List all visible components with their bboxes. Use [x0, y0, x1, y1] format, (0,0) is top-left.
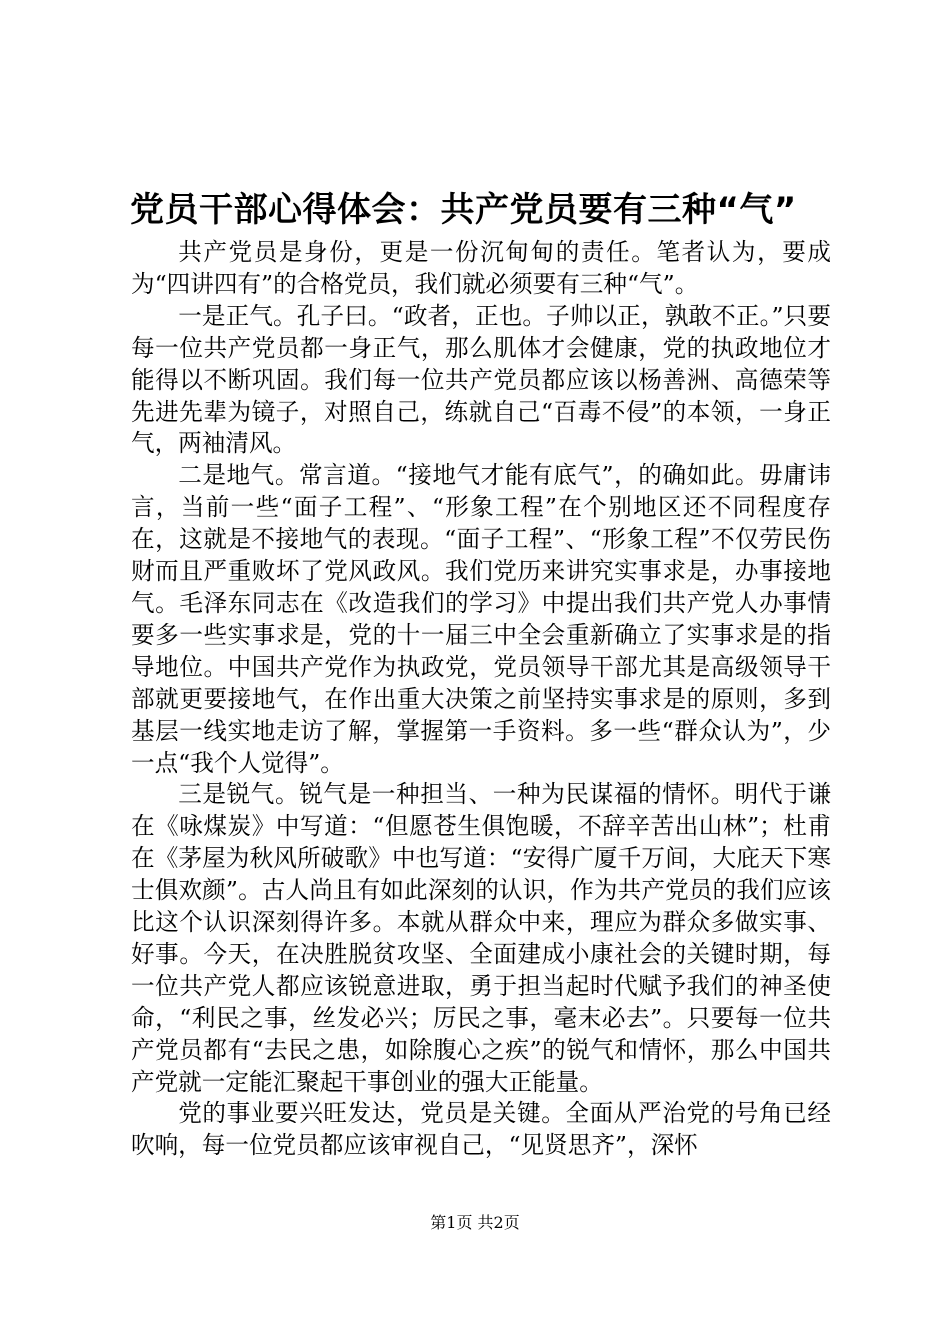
- paragraph-zhengqi: 一是正气。孔子曰。“政者，正也。子帅以正，孰敢不正。”只要每一位共产党员都一身正气，那么肌体才会健康，党的执政地位才能得以不断巩固。我们每一位共产党员都应该以杨善洲、高德荣等先进先辈为镜子，对照自己，练就自己“百毒不侵”的本领，一身正气，两袖清风。: [131, 301, 831, 458]
- paragraph-conclusion: 党的事业要兴旺发达，党员是关键。全面从严治党的号角已经吹响，每一位党员都应该审视自己，“见贤思齐”，深怀: [131, 1099, 831, 1160]
- page-footer: 第1页 共2页: [430, 1213, 520, 1232]
- document-body: [131, 237, 831, 1162]
- paragraph-diqi: 二是地气。常言道。“接地气才能有底气”，的确如此。毋庸讳言，当前一些“面子工程”、“形象工程”在个别地区还不同程度存在，这就是不接地气的表现。“面子工程”、“形象工程”不仅劳民伤财而且严重败坏了党风政风。我们党历来讲究实事求是，办事接地气。毛泽东同志在《改造我们的学习》中提出我们共产党人办事情要多一些实事求是，党的十一届三中全会重新确立了实事求是的指导地位。中国共产党作为执政党，党员领导干部尤其是高级领导干部就更要接地气，在作出重大决策之前坚持实事求是的原则，多到基层一线实地走访了解，掌握第一手资料。多一些“群众认为”，少一点“我个人觉得”。: [131, 461, 831, 777]
- document-title: 党员干部心得体会：共产党员要有三种“气”: [130, 190, 797, 230]
- paragraph-intro: 共产党员是身份，更是一份沉甸甸的责任。笔者认为，要成为“四讲四有”的合格党员，我们就必须要有三种“气”。: [131, 238, 831, 298]
- paragraph-ruiqi: 三是锐气。锐气是一种担当、一种为民谋福的情怀。明代于谦在《咏煤炭》中写道：“但愿苍生俱饱暖，不辞辛苦出山林”；杜甫在《茅屋为秋风所破歌》中也写道：“安得广厦千万间，大庇天下寒士俱欢颜”。古人尚且有如此深刻的认识，作为共产党员的我们应该比这个认识深刻得许多。本就从群众中来，理应为群众多做实事、好事。今天，在决胜脱贫攻坚、全面建成小康社会的关键时期，每一位共产党人都应该锐意进取，勇于担当起时代赋予我们的神圣使命，“利民之事，丝发必兴；厉民之事，毫末必去”。只要每一位共产党员都有“去民之患，如除腹心之疾”的锐气和情怀，那么中国共产党就一定能汇聚起干事创业的强大正能量。: [131, 780, 831, 1096]
